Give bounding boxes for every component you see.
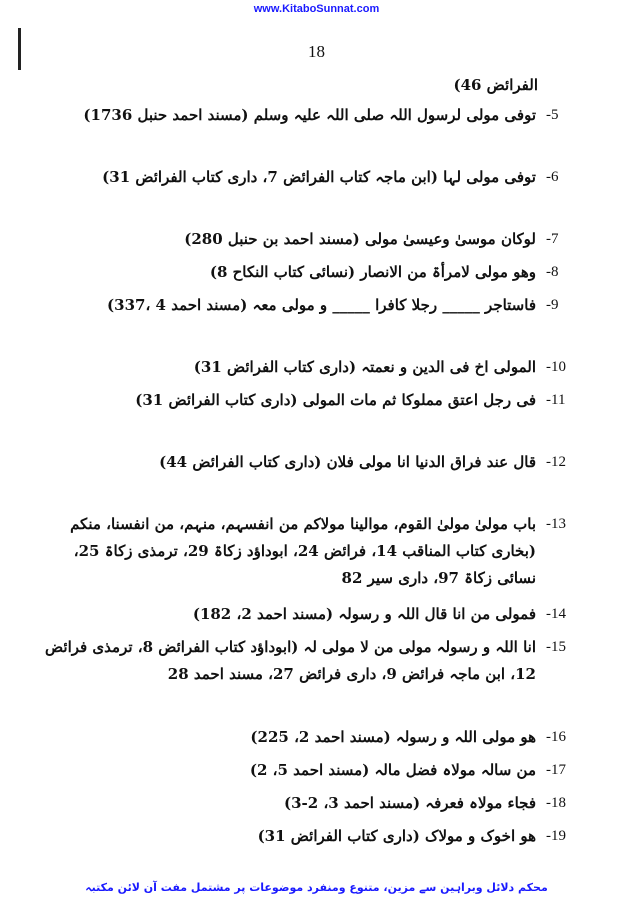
list-item xyxy=(40,226,600,253)
item-number: -19 xyxy=(546,828,566,844)
item-number: -13 xyxy=(546,516,566,532)
item-text: المولی اخ فی الدین و نعمتہ (داری کتاب الفرائض 31) xyxy=(193,358,536,376)
item-number: -6 xyxy=(546,169,559,185)
list-item xyxy=(40,724,600,751)
item-text: فجاء مولاہ فعرفہ (مسند احمد 3، 2-3) xyxy=(284,794,536,812)
list-item xyxy=(40,790,600,817)
list-item xyxy=(40,757,600,784)
item-number: -14 xyxy=(546,606,566,622)
item-number: -11 xyxy=(546,392,566,408)
list-item xyxy=(40,511,600,595)
item-text: ھو اخوک و مولاک (داری کتاب الفرائض 31) xyxy=(257,827,536,845)
item-text: فمولی من انا قال اللہ و رسولہ (مسند احمد 2، 182) xyxy=(192,605,536,623)
list-item xyxy=(40,354,600,381)
item-number: -15 xyxy=(546,639,566,655)
list-item xyxy=(40,292,600,348)
item-number: -9 xyxy=(546,297,559,313)
item-text: فاستاجر _____ رجلا کافرا _____ و مولی معہ (مسند احمد 4 ،337) xyxy=(107,296,536,314)
list-item xyxy=(40,259,600,286)
item-number: -8 xyxy=(546,264,559,280)
item-number: -10 xyxy=(546,359,566,375)
item-text: لوکان موسیٰ وعیسیٰ مولی (مسند احمد بن حنبل 280) xyxy=(184,230,536,248)
footer-tagline: محکم دلائل وبراہین سے مزین، متنوع ومنفرد موضوعات پر مشتمل مفت آن لائن مکتبہ xyxy=(85,881,548,894)
item-text: انا اللہ و رسولہ مولی من لا مولی لہ (ابوداؤد کتاب الفرائض 8، ترمذی فرائض 12، ابن ماجہ فرائض 9، داری فرائض 27، مسند احمد 28 xyxy=(45,638,536,683)
item-text: قال عند فراق الدنیا انا مولی فلان (داری کتاب الفرائض 44) xyxy=(159,453,536,471)
page-number: 18 xyxy=(308,42,325,61)
list-item xyxy=(40,164,600,220)
item-text: توفی مولی لہا (ابن ماجہ کتاب الفرائض 7، داری کتاب الفرائض 31) xyxy=(102,168,536,186)
list-item xyxy=(40,634,600,718)
item-text: وھو مولی لامرأۃ من الانصار (نسائی کتاب النکاح 8) xyxy=(209,263,536,281)
item-number: -18 xyxy=(546,795,566,811)
continued-reference: الفرائض 46) xyxy=(453,76,538,94)
item-text: من سالہ مولاہ فضل مالہ (مسند احمد 5، 2) xyxy=(249,761,536,779)
item-number: -12 xyxy=(546,454,566,470)
item-text: فی رجل اعتق مملوکا ثم مات المولی (داری کتاب الفرائض 31) xyxy=(135,391,536,409)
page-body xyxy=(40,72,600,856)
list-item xyxy=(40,387,600,443)
item-number: -5 xyxy=(546,107,559,123)
site-link[interactable]: www.KitaboSunnat.com xyxy=(253,3,380,15)
list-item xyxy=(40,823,600,850)
item-number: -17 xyxy=(546,762,566,778)
item-number: -7 xyxy=(546,231,559,247)
item-number: -16 xyxy=(546,729,566,745)
list-item xyxy=(40,102,600,158)
list-item xyxy=(40,449,600,505)
list-item xyxy=(40,601,600,628)
item-text: توفی مولی لرسول اللہ صلی اللہ علیہ وسلم (مسند احمد حنبل 1736) xyxy=(83,106,536,124)
item-text: ھو مولی اللہ و رسولہ (مسند احمد 2، 225) xyxy=(250,728,536,746)
item-text: باب مولیٰ مولیٰ القوم، موالینا مولاکم من انفسہم، منہم، من انفسنا، منکم (بخاری کتاب المناقب 14، فرائض 24، ابوداؤد زکاۃ 29، ترمذی زکاۃ 25، نسائی زکاۃ 97، داری سیر 82 xyxy=(70,515,536,587)
